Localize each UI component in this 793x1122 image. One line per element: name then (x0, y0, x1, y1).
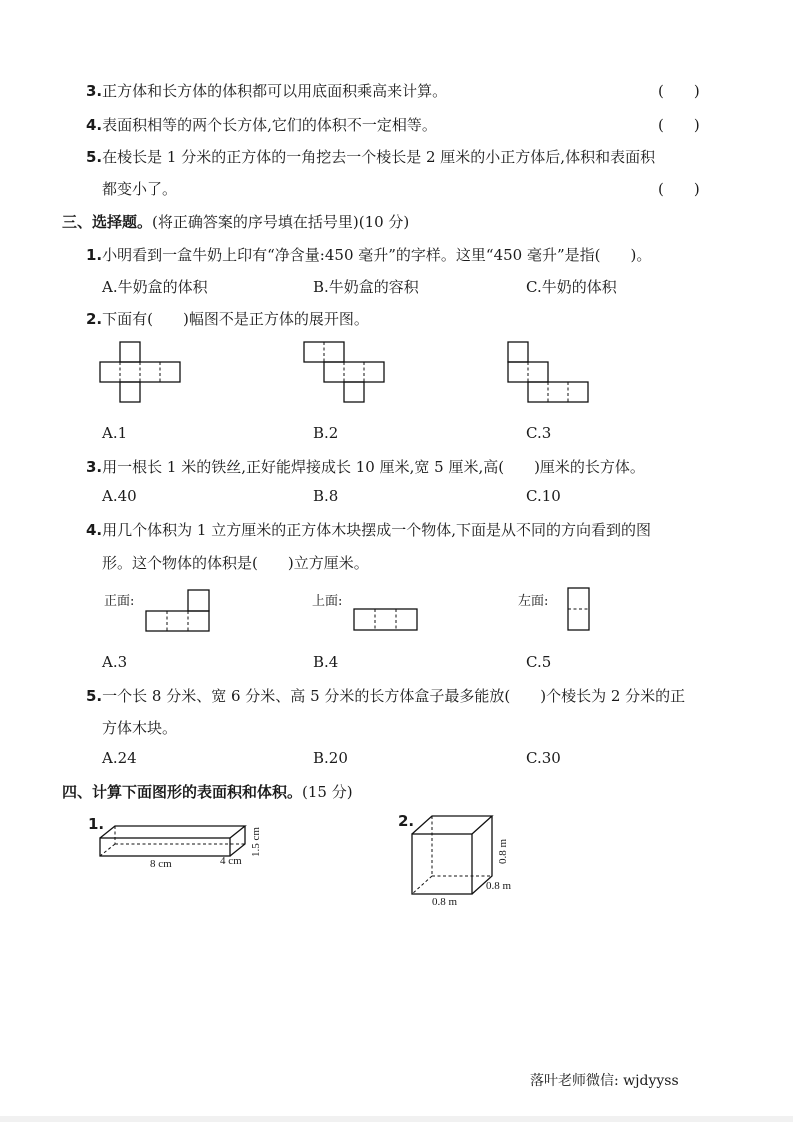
option-a[interactable]: A.24 (102, 749, 137, 767)
item-number: 5. (86, 148, 103, 166)
option-b[interactable]: B.4 (313, 653, 339, 671)
width-label: 4 cm (220, 855, 242, 867)
question-text-line2: 形。这个物体的体积是( )立方厘米。 (102, 554, 369, 572)
answer-blank[interactable]: ( ) (658, 180, 700, 198)
page-bottom-bar (0, 1116, 793, 1122)
view-label-left: 左面: (518, 594, 549, 609)
item-text-line2: 都变小了。 (102, 180, 178, 198)
answer-blank[interactable]: ( ) (658, 82, 700, 100)
item-number: 4. (86, 116, 103, 134)
option-c[interactable]: C.5 (526, 653, 552, 671)
item-text: 正方体和长方体的体积都可以用底面积乘高来计算。 (102, 82, 448, 100)
option-c[interactable]: C.牛奶的体积 (526, 278, 617, 296)
question-number: 1. (86, 246, 103, 264)
view-label-front: 正面: (104, 594, 135, 609)
section-title: 三、选择题。 (62, 213, 153, 231)
question-number: 4. (86, 521, 103, 539)
option-a[interactable]: A.牛奶盒的体积 (102, 278, 208, 296)
cube-height-label: 0.8 m (497, 838, 509, 864)
option-c[interactable]: C.3 (526, 424, 552, 442)
item-text: 表面积相等的两个长方体,它们的体积不一定相等。 (102, 116, 437, 134)
option-b[interactable]: B.20 (313, 749, 348, 767)
judgement-item-3 (86, 80, 447, 101)
length-label: 8 cm (150, 858, 172, 870)
question-1 (86, 244, 651, 265)
question-text: 一个长 8 分米、宽 6 分米、高 5 分米的长方体盒子最多能放( )个棱长为 2 分米的正 (102, 687, 686, 705)
section-title: 四、计算下面图形的表面积和体积。 (62, 783, 303, 801)
section-note: (15 分) (302, 783, 353, 801)
option-b[interactable]: B.牛奶盒的容积 (313, 278, 419, 296)
question-text: 用一根长 1 米的铁丝,正好能焊接成长 10 厘米,宽 5 厘米,高( )厘米的长方体。 (102, 458, 645, 476)
section-3-heading (62, 211, 409, 232)
item-text: 在棱长是 1 分米的正方体的一角挖去一个棱长是 2 厘米的小正方体后,体积和表面积 (102, 148, 656, 166)
front-view-figure (146, 590, 210, 632)
option-c[interactable]: C.10 (526, 487, 561, 505)
answer-blank[interactable]: ( ) (658, 116, 700, 134)
option-c[interactable]: C.30 (526, 749, 561, 767)
left-view-figure (568, 588, 590, 631)
top-view-figure (354, 609, 418, 631)
option-a[interactable]: A.3 (102, 653, 128, 671)
question-text: 用几个体积为 1 立方厘米的正方体木块摆成一个物体,下面是从不同的方向看到的图 (102, 521, 651, 539)
judgement-item-4 (86, 114, 437, 135)
height-label: 1.5 cm (250, 827, 262, 857)
cube-depth-label: 0.8 m (486, 880, 512, 892)
question-text: 下面有( )幅图不是正方体的展开图。 (102, 310, 369, 328)
section-note: (将正确答案的序号填在括号里)(10 分) (152, 213, 410, 231)
cube-net-b (304, 342, 386, 404)
question-number: 5. (86, 687, 103, 705)
option-b[interactable]: B.8 (313, 487, 339, 505)
question-text: 小明看到一盒牛奶上印有“净含量:450 毫升”的字样。这里“450 毫升”是指( )。 (102, 246, 652, 264)
cube-net-c (508, 342, 590, 404)
option-a[interactable]: A.40 (102, 487, 137, 505)
view-label-top: 上面: (312, 594, 343, 609)
figure-1-number: 1. (88, 815, 105, 833)
option-a[interactable]: A.1 (102, 424, 128, 442)
question-4 (86, 519, 651, 540)
question-number: 3. (86, 458, 103, 476)
item-number: 3. (86, 82, 103, 100)
question-2 (86, 308, 369, 329)
question-text-line2: 方体木块。 (102, 719, 178, 737)
question-3 (86, 456, 645, 477)
judgement-item-5 (86, 146, 655, 167)
question-number: 2. (86, 310, 103, 328)
cube-width-label: 0.8 m (432, 896, 458, 908)
option-b[interactable]: B.2 (313, 424, 339, 442)
section-4-heading (62, 781, 353, 802)
question-5 (86, 685, 685, 706)
figure-2-number: 2. (398, 812, 415, 830)
cube-net-a (100, 342, 182, 404)
footer-contact: 落叶老师微信: wjdyyss (530, 1073, 679, 1089)
